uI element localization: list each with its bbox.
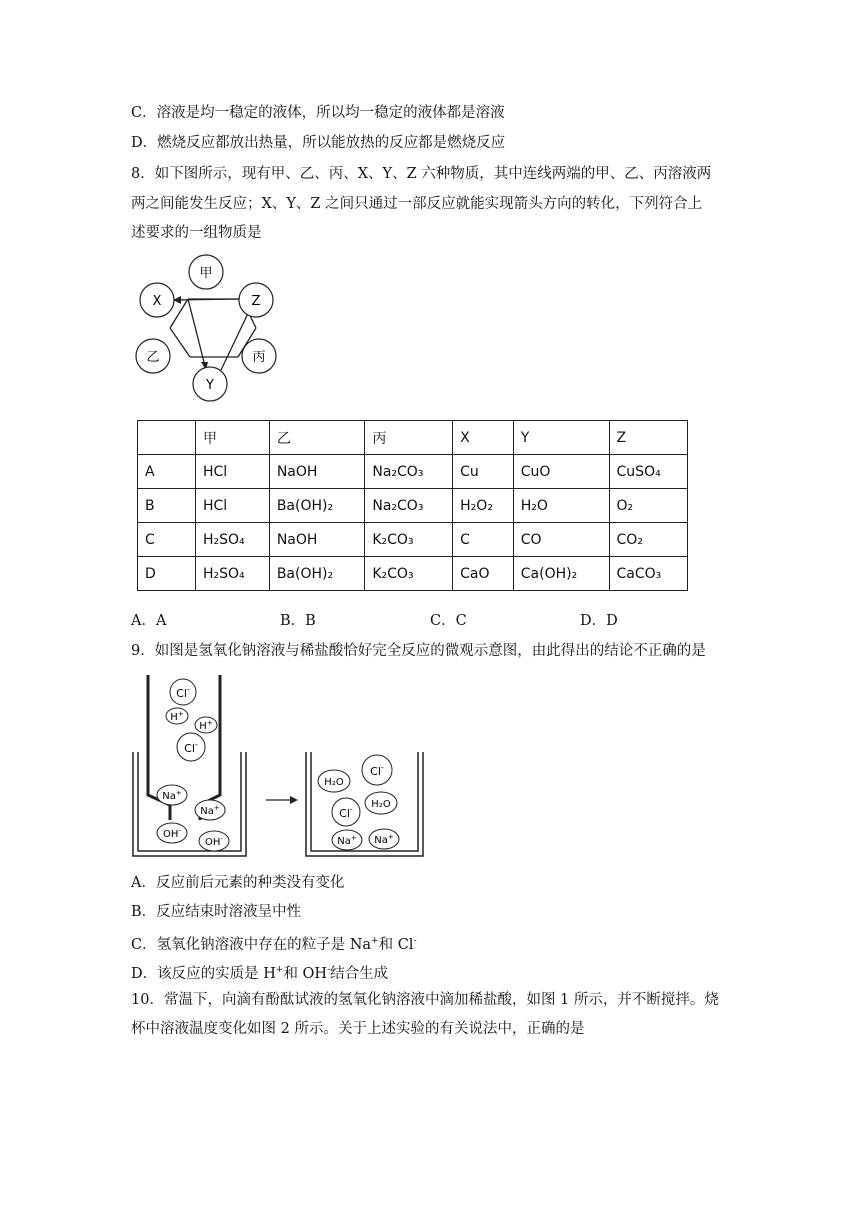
table-cell: H₂O <box>513 489 609 523</box>
table-cell: CO₂ <box>609 523 687 557</box>
table-row <box>138 523 688 557</box>
table-cell: CaCO₃ <box>609 557 687 591</box>
table-cell: D <box>138 557 196 591</box>
table-cell: Na₂CO₃ <box>365 455 453 489</box>
table-cell: O₂ <box>609 489 687 523</box>
header-cell: Z <box>609 421 687 455</box>
table-header-row <box>138 421 688 455</box>
table-cell: Na₂CO₃ <box>365 489 453 523</box>
svg-text:OH-: OH- <box>163 827 181 840</box>
header-cell: Y <box>513 421 609 455</box>
table-cell: HCl <box>196 455 270 489</box>
svg-text:Cl-: Cl- <box>184 740 198 755</box>
svg-text:Cl-: Cl- <box>176 685 190 700</box>
table-cell: CO <box>513 523 609 557</box>
node-yi: 乙 <box>146 350 160 365</box>
svg-text:Na+: Na+ <box>374 833 394 846</box>
table-cell: K₂CO₃ <box>365 523 453 557</box>
q8-choice-c[interactable]: C．C <box>430 613 467 629</box>
table-cell: K₂CO₃ <box>365 557 453 591</box>
table-row <box>138 455 688 489</box>
table-row <box>138 489 688 523</box>
svg-text:OH-: OH- <box>205 835 223 848</box>
q8-stem-line-1: 8．如下图所示，现有甲、乙、丙、X、Y、Z 六种物质，其中连线两端的甲、乙、丙溶液两 <box>131 166 712 182</box>
options-table <box>137 420 688 591</box>
q10-stem-line-1: 10．常温下，向滴有酚酞试液的氢氧化钠溶液中滴加稀盐酸，如图 1 所示，并不断搅拌。烧 <box>131 992 719 1008</box>
right-arrow-icon <box>290 796 298 804</box>
q9-option-c[interactable]: C．氢氧化钠溶液中存在的粒子是 Na+和 Cl- <box>131 936 417 953</box>
table-cell: Ba(OH)₂ <box>269 557 365 591</box>
q8-stem-line-2: 两之间能发生反应；X、Y、Z 之间只通过一部反应就能实现箭头方向的转化，下列符合上 <box>131 196 703 212</box>
table-cell: Cu <box>453 455 514 489</box>
header-cell: 丙 <box>365 421 453 455</box>
svg-text:H+: H+ <box>199 719 213 732</box>
table-cell: NaOH <box>269 523 365 557</box>
table-cell: H₂SO₄ <box>196 557 270 591</box>
q9-option-d[interactable]: D．该反应的实质是 H+和 OH-结合生成 <box>131 965 389 982</box>
table-cell: B <box>138 489 196 523</box>
table-cell: CuO <box>513 455 609 489</box>
svg-text:Na+: Na+ <box>162 789 182 802</box>
node-y: Y <box>206 378 214 393</box>
q8-choice-b[interactable]: B．B <box>280 613 316 629</box>
table-cell: H₂O₂ <box>453 489 514 523</box>
q8-choice-a[interactable]: A．A <box>131 613 167 629</box>
q9-option-a[interactable]: A．反应前后元素的种类没有变化 <box>131 875 345 891</box>
table-cell: Ca(OH)₂ <box>513 557 609 591</box>
svg-text:H₂O: H₂O <box>324 777 344 788</box>
q9-option-b[interactable]: B．反应结束时溶液呈中性 <box>131 904 302 920</box>
svg-text:Na+: Na+ <box>200 804 220 817</box>
table-cell: A <box>138 455 196 489</box>
header-cell: 乙 <box>269 421 365 455</box>
q8-stem-line-3: 述要求的一组物质是 <box>131 225 262 241</box>
q7-option-d: D．燃烧反应都放出热量，所以能放热的反应都是燃烧反应 <box>131 135 506 151</box>
hexagon-diagram <box>135 250 285 405</box>
table-cell: NaOH <box>269 455 365 489</box>
svg-text:H₂O: H₂O <box>371 799 391 810</box>
svg-text:Cl-: Cl- <box>339 805 353 820</box>
svg-text:Cl-: Cl- <box>370 763 384 778</box>
node-jia: 甲 <box>199 266 213 281</box>
node-x: X <box>152 294 162 309</box>
q10-stem-line-2: 杯中溶液温度变化如图 2 所示。关于上述实验的有关说法中，正确的是 <box>131 1021 585 1037</box>
neutralization-micro-diagram <box>128 670 428 865</box>
node-bing: 丙 <box>252 350 266 365</box>
header-cell: 甲 <box>196 421 270 455</box>
node-z: Z <box>251 294 261 309</box>
table-cell: H₂SO₄ <box>196 523 270 557</box>
header-cell: X <box>453 421 514 455</box>
svg-text:Na+: Na+ <box>337 834 357 847</box>
q7-option-c: C．溶液是均一稳定的液体，所以均一稳定的液体都是溶液 <box>131 105 505 121</box>
table-cell: C <box>453 523 514 557</box>
table-cell: HCl <box>196 489 270 523</box>
q8-choice-d[interactable]: D．D <box>580 613 618 629</box>
q9-stem: 9．如图是氢氧化钠溶液与稀盐酸恰好完全反应的微观示意图，由此得出的结论不正确的是 <box>131 643 706 659</box>
table-cell: CaO <box>453 557 514 591</box>
table-cell: CuSO₄ <box>609 455 687 489</box>
svg-text:H+: H+ <box>170 710 184 723</box>
table-cell: C <box>138 523 196 557</box>
header-cell <box>138 421 196 455</box>
table-cell: Ba(OH)₂ <box>269 489 365 523</box>
table-row <box>138 557 688 591</box>
